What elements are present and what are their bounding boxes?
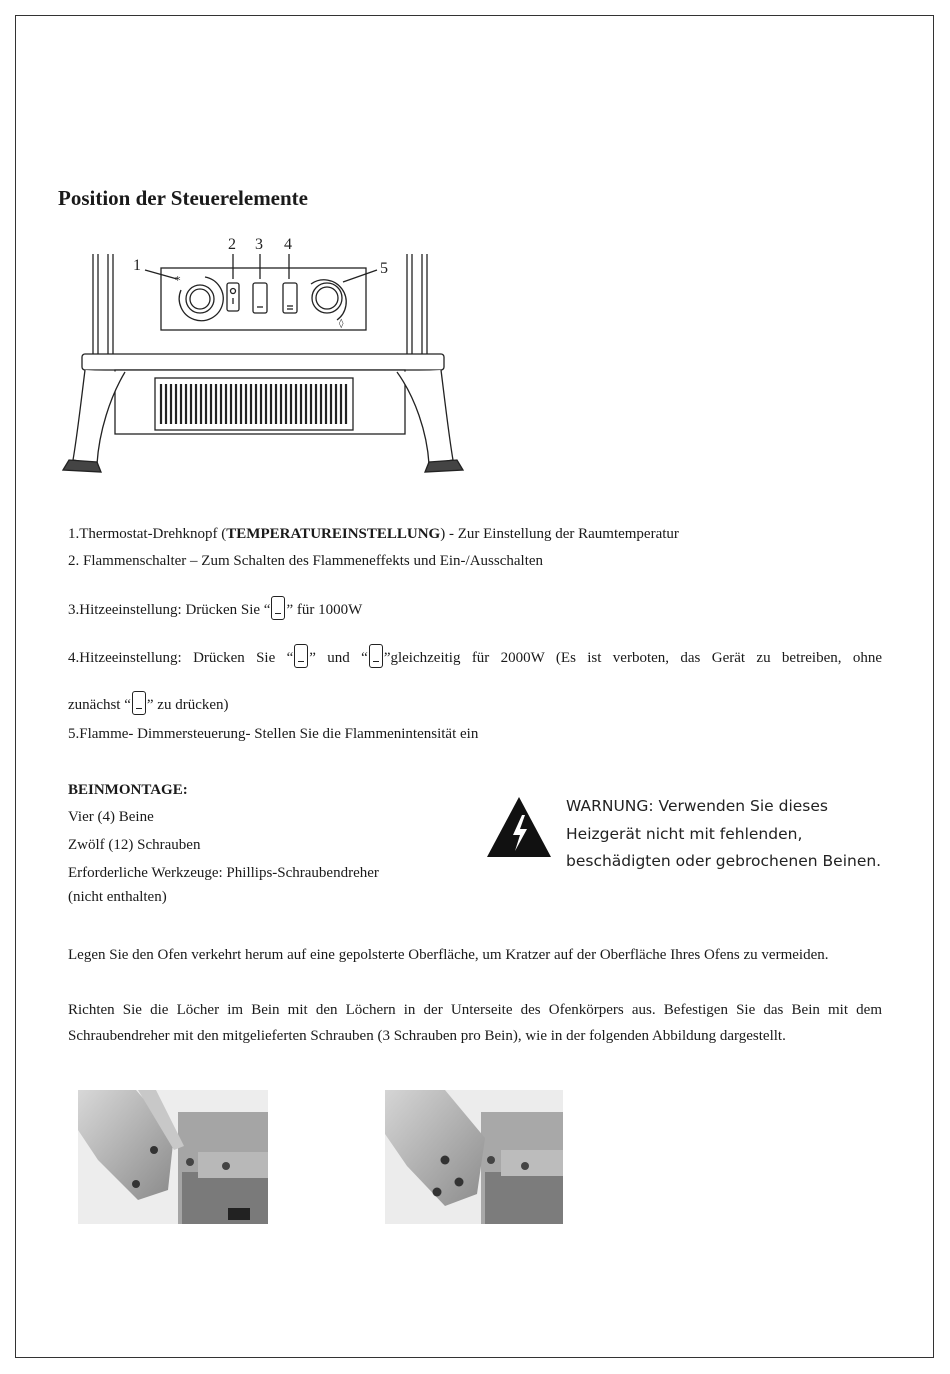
warning-line-3: beschädigten oder gebrochenen Beinen. (566, 852, 882, 870)
leg-parts-line-3: Erforderliche Werkzeuge: Phillips-Schraubendreher (68, 865, 379, 881)
callout-1: 1 (133, 257, 141, 274)
instruction-paragraph-1: Legen Sie den Ofen verkehrt herum auf eine gepolsterte Oberfläche, um Kratzer auf der Oberfläche Ihres Ofens zu vermeiden. (68, 947, 829, 963)
heater-controls-diagram (55, 232, 475, 484)
electric-hazard-warning-icon (485, 795, 553, 859)
leg-assembly-heading: BEINMONTAGE: (68, 782, 188, 798)
svg-text:*: * (175, 274, 181, 287)
leg-parts-line-4: (nicht enthalten) (68, 889, 167, 905)
instruction-paragraph-2: Richten Sie die Löcher im Bein mit den Löchern in der Unterseite des Ofenkörpers aus. Befestigen Sie das Bein mit dem Schraubendreher mit den mitgelieferten Schrauben (3 Schrauben pro Bein), wie in der folgenden Abbildung dargestellt. (68, 1002, 882, 1044)
leg-parts-line-1: Vier (4) Beine (68, 809, 154, 825)
warning-text (566, 793, 896, 876)
callout-4: 4 (284, 236, 292, 253)
warning-line-1: WARNUNG: Verwenden Sie dieses (566, 797, 828, 815)
switch-button-icon (271, 596, 285, 620)
warning-line-2: Heizgerät nicht mit fehlenden, (566, 824, 803, 843)
svg-text:◊: ◊ (339, 319, 344, 329)
leg-attachment-photo-2 (385, 1090, 563, 1224)
item-4: 4.Hitzeeinstellung: Drücken Sie “ ” und “ ”gleichzeitig für 2000W (Es ist verboten, das Gerät zu betreiben, ohne (68, 644, 882, 668)
callout-5: 5 (380, 260, 388, 277)
switch-button-icon (294, 644, 308, 668)
item-3: 3.Hitzeeinstellung: Drücken Sie “ ” für 1000W (68, 596, 362, 620)
page-title: Position der Steuerelemente (58, 186, 309, 210)
callout-2: 2 (228, 236, 236, 253)
callout-3: 3 (255, 236, 263, 253)
leg-attachment-photo-1 (78, 1090, 268, 1224)
item-4-continued: zunächst “ ” zu drücken) (68, 691, 229, 715)
item-1: 1.Thermostat-Drehknopf (TEMPERATUREINSTELLUNG) - Zur Einstellung der Raumtemperatur (68, 526, 679, 542)
leg-parts-line-2: Zwölf (12) Schrauben (68, 837, 201, 853)
item-5: 5.Flamme- Dimmersteuerung- Stellen Sie die Flammenintensität ein (68, 726, 479, 742)
item-2: 2. Flammenschalter – Zum Schalten des Flammeneffekts und Ein-/Ausschalten (68, 553, 544, 569)
switch-button-icon (369, 644, 383, 668)
switch-button-icon (132, 691, 146, 715)
